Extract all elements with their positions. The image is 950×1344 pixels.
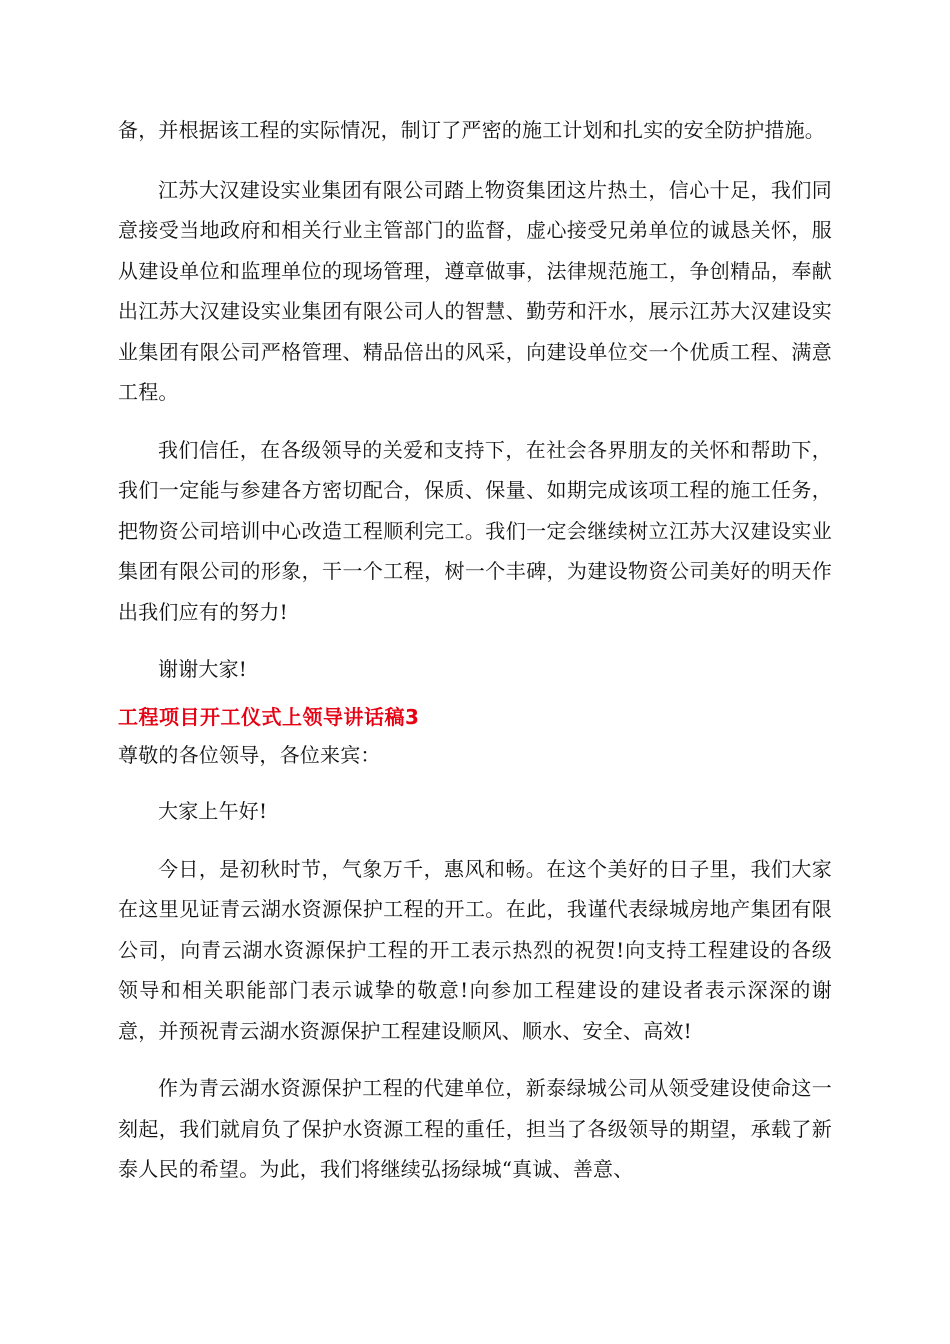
paragraph-greeting: 大家上午好! [158,799,268,823]
paragraph-trust: 我们信任，在各级领导的关爱和支持下，在社会各界朋友的关怀和帮助下，我们一定能与参建各方密切配合，保质、保量、如期完成该项工程的施工任务，把物资公司培训中心改造工程顺利完工。我们一定会继续树立江苏大汉建设实业集团有限公司的形象，干一个工程，树一个丰碑，为建设物资公司美好的明天作出我们应有的努力! [118,437,832,624]
paragraph-agent-builder: 作为青云湖水资源保护工程的代建单位，新泰绿城公司从领受建设使命这一刻起，我们就肩负了保护水资源工程的重任，担当了各级领导的期望，承载了新泰人民的希望。为此，我们将继续弘扬绿城“真诚、善意、 [118,1076,832,1181]
document-body [118,110,832,1190]
paragraph-continued: 备，并根据该工程的实际情况，制订了严密的施工计划和扎实的安全防护措施。 [118,118,825,142]
paragraph-groundbreaking: 今日，是初秋时节，气象万千，惠风和畅。在这个美好的日子里，我们大家在这里见证青云湖水资源保护工程的开工。在此，我谨代表绿城房地产集团有限公司，向青云湖水资源保护工程的开工表示热烈的祝贺!向支持工程建设的各级领导和相关职能部门表示诚挚的敬意!向参加工程建设的建设者表示深深的谢意，并预祝青云湖水资源保护工程建设顺风、顺水、安全、高效! [118,856,832,1043]
paragraph-salutation: 尊敬的各位领导，各位来宾： [118,742,381,767]
paragraph-thanks: 谢谢大家! [158,657,248,681]
section-heading: 工程项目开工仪式上领导讲话稿3 [118,704,420,729]
paragraph-company-commitment: 江苏大汉建设实业集团有限公司踏上物资集团这片热土，信心十足，我们同意接受当地政府和相关行业主管部门的监督，虚心接受兄弟单位的诚恳关怀，服从建设单位和监理单位的现场管理，遵章做事，法律规范施工，争创精品，奉献出江苏大汉建设实业集团有限公司人的智慧、勤劳和汗水，展示江苏大汉建设实业集团有限公司严格管理、精品倍出的风采，向建设单位交一个优质工程、满意工程。 [118,177,832,404]
